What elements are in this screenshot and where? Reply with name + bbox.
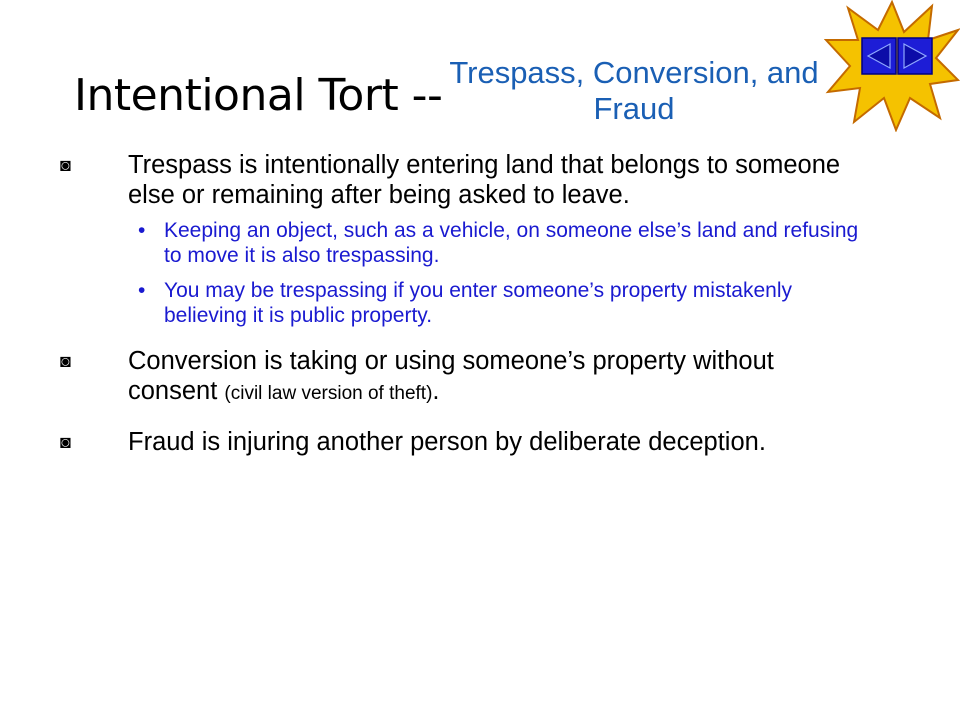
bullet-marker: ◙ <box>60 432 71 452</box>
back-button[interactable] <box>862 38 896 74</box>
bullet-conversion <box>60 346 860 409</box>
bullet-list <box>60 150 860 475</box>
bullet-text: Trespass is intentionally entering land that belongs to someone else or remaining after being asked to leave. <box>128 151 841 209</box>
sub-bullet-text: You may be trespassing if you enter someone’s property mistakenly believing it is public property. <box>164 279 793 327</box>
slide-title: Intentional Tort -- <box>74 70 443 121</box>
sub-bullet-object <box>128 218 860 268</box>
bullet-trespass <box>60 150 860 328</box>
bullet-text: Fraud is injuring another person by deliberate deception. <box>128 428 766 456</box>
sub-bullet-marker: • <box>138 279 146 302</box>
sub-bullet-text: Keeping an object, such as a vehicle, on someone else’s land and refusing to move it is also trespassing. <box>164 219 859 267</box>
bullet-aside: (civil law version of theft) <box>224 383 433 404</box>
bullet-fraud <box>60 427 860 457</box>
bullet-marker: ◙ <box>60 155 71 175</box>
slide-subtitle: Trespass, Conversion, and Fraud <box>449 55 819 126</box>
nav-burst <box>824 0 960 132</box>
bullet-text: Conversion is taking or using someone’s property without consent <box>128 347 774 405</box>
forward-button[interactable] <box>898 38 932 74</box>
sub-bullet-mistake <box>128 278 860 328</box>
bullet-marker: ◙ <box>60 351 71 371</box>
sub-bullet-marker: • <box>138 219 146 242</box>
bullet-period: . <box>432 377 440 405</box>
sub-bullet-list <box>128 218 860 328</box>
